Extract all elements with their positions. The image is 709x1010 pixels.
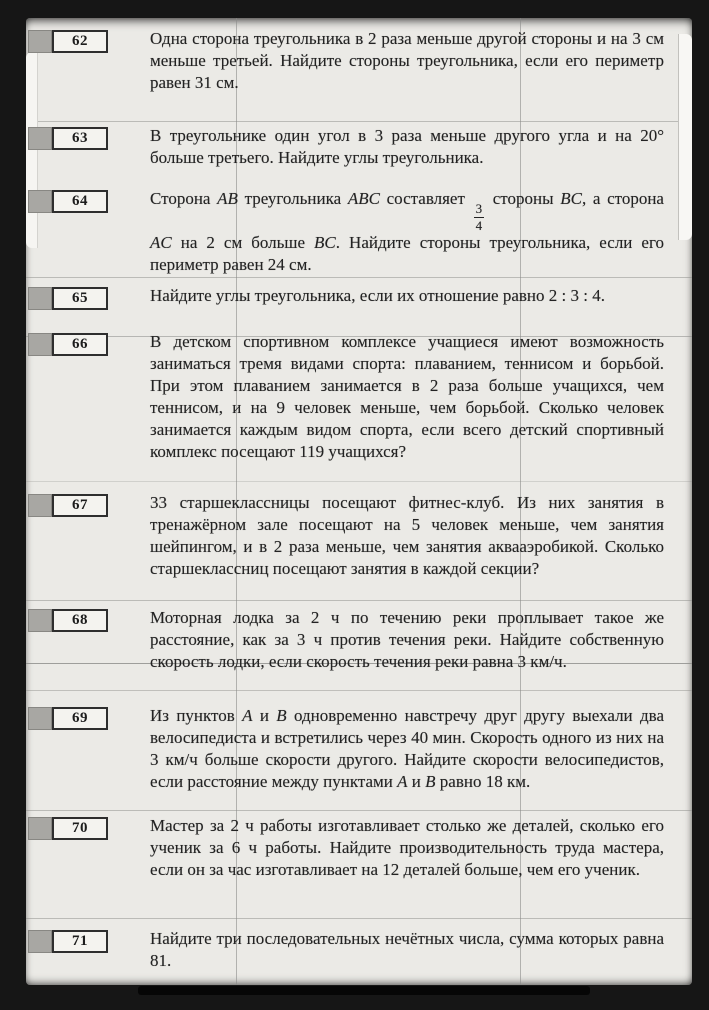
number-box-tab xyxy=(28,287,52,310)
problem-text: Из пунктов A и B одновременно навстречу друг другу выехали два велосипедиста и встретились через 40 мин. Скорость одного из них на 3 км/ч больше скорости другого. Найдите скорости велосипедистов, если расстояние между пунктами A и B равно 18 км. xyxy=(150,706,664,791)
problem-row xyxy=(26,815,692,881)
problem-number-box xyxy=(28,190,108,213)
problem-number: 69 xyxy=(52,707,108,730)
problem-text: Одна сторона треугольника в 2 раза меньше другой стороны и на 3 см меньше третьей. Найдите стороны треугольника, если его периметр равен 31 см. xyxy=(150,29,664,92)
problem-row xyxy=(26,285,692,307)
problem-text: Найдите углы треугольника, если их отношение равно 2 : 3 : 4. xyxy=(150,286,605,305)
problem-text: Моторная лодка за 2 ч по течению реки проплывает такое же расстояние, как за 3 ч против течения реки. Найдите собственную скорость лодки, если скорость течения реки равна 3 км/ч. xyxy=(150,608,664,671)
problem-text: В треугольнике один угол в 3 раза меньше другого угла и на 20° больше третьего. Найдите углы треугольника. xyxy=(150,126,664,167)
problem-row xyxy=(26,492,692,580)
problem-text: В детском спортивном комплексе учащиеся имеют возможность заниматься тремя видами спорта: плаванием, теннисом и борьбой. При этом плаванием занимается в 2 раза больше учащихся, чем теннисом, и на 9 человек меньше, чем борьбой. Сколько человек занимается каждым видом спорта, если всего детский спортивный комплекс посещают 119 учащихся? xyxy=(150,332,664,461)
scan-grid-line-horizontal xyxy=(26,481,692,482)
number-box-tab xyxy=(28,494,52,517)
problem-row xyxy=(26,188,692,276)
problem-text: Сторона AB треугольника ABC составляет $\frac{3}{4}$ стороны BC, а сторона AC на 2 см больше BC. Найдите стороны треугольника, если его периметр равен 24 см. xyxy=(150,189,665,275)
problem-number-box xyxy=(28,30,108,53)
problem-number: 70 xyxy=(52,817,108,840)
problem-number-box xyxy=(28,287,108,310)
problem-row xyxy=(26,331,692,463)
problem-number: 67 xyxy=(52,494,108,517)
problem-number: 68 xyxy=(52,609,108,632)
number-box-tab xyxy=(28,817,52,840)
problem-number-box xyxy=(28,930,108,953)
problem-number: 62 xyxy=(52,30,108,53)
number-box-tab xyxy=(28,127,52,150)
problem-text: Мастер за 2 ч работы изготавливает столько же деталей, сколько его ученик за 6 ч работы. Найдите производительность труда мастера, если он за час изготавливает на 12 деталей больше, чем его ученик. xyxy=(150,816,664,879)
problem-number-box xyxy=(28,333,108,356)
problem-number: 63 xyxy=(52,127,108,150)
problem-row xyxy=(26,607,692,673)
number-box-tab xyxy=(28,930,52,953)
problem-number-box xyxy=(28,817,108,840)
scan-grid-line-horizontal xyxy=(26,918,692,919)
problem-number: 71 xyxy=(52,930,108,953)
problem-number-box xyxy=(28,609,108,632)
problem-row xyxy=(26,705,692,793)
problem-row xyxy=(26,28,692,94)
problem-number: 65 xyxy=(52,287,108,310)
problem-number: 64 xyxy=(52,190,108,213)
number-box-tab xyxy=(28,707,52,730)
problem-number-box xyxy=(28,127,108,150)
problem-row xyxy=(26,125,692,169)
scan-grid-line-horizontal xyxy=(26,690,692,691)
problem-text: Найдите три последовательных нечётных числа, сумма которых равна 81. xyxy=(150,929,664,970)
problem-number: 66 xyxy=(52,333,108,356)
scan-grid-line-horizontal xyxy=(26,277,692,278)
page-bottom-shadow xyxy=(138,986,590,995)
problem-row xyxy=(26,928,692,972)
number-box-tab xyxy=(28,609,52,632)
problem-text: 33 старшеклассницы посещают фитнес-клуб. Из них занятия в тренажёрном зале посещают на 5 человек меньше, чем занятия шейпингом, и в 2 раза меньше, чем занятия аквааэробикой. Сколько старшеклассниц посещают занятия в каждой секции? xyxy=(150,493,664,578)
problem-number-box xyxy=(28,707,108,730)
textbook-page xyxy=(26,18,692,985)
number-box-tab xyxy=(28,190,52,213)
scan-grid-line-horizontal xyxy=(26,121,692,122)
fraction: $\frac{3}{4}$ xyxy=(475,201,483,233)
number-box-tab xyxy=(28,333,52,356)
scan-grid-line-horizontal xyxy=(26,810,692,811)
problem-number-box xyxy=(28,494,108,517)
scan-grid-line-horizontal xyxy=(26,600,692,601)
number-box-tab xyxy=(28,30,52,53)
